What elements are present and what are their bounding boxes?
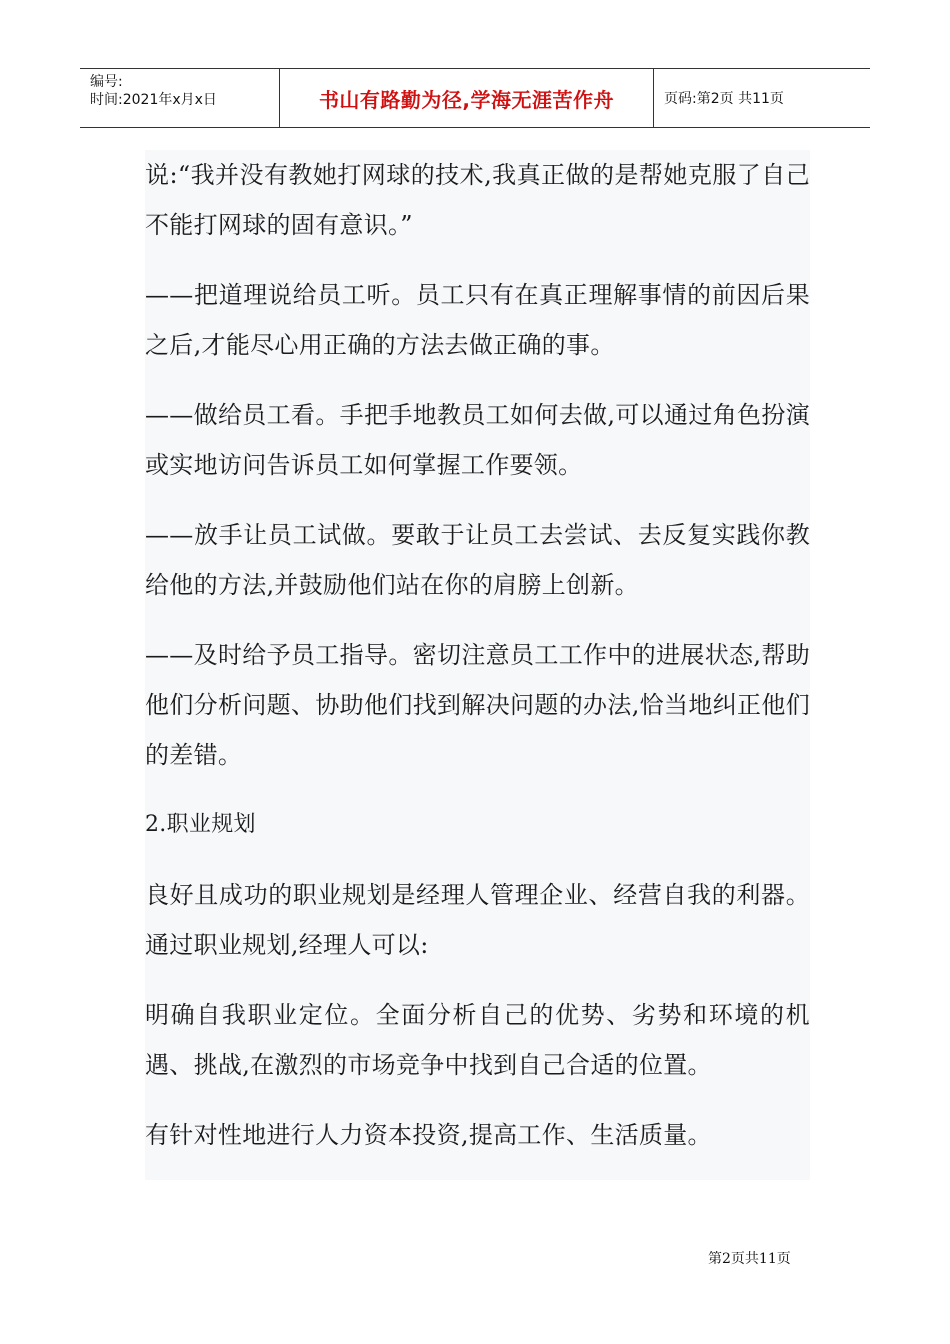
- document-body: [145, 150, 810, 1180]
- page-header: [80, 68, 870, 128]
- paragraph-positioning: 明确自我职业定位。全面分析自己的优势、劣势和环境的机遇、挑战,在激烈的市场竞争中找到自己合适的位置。: [145, 1001, 810, 1079]
- paragraph-quote-end: 说:“我并没有教她打网球的技术,我真正做的是帮她克服了自己不能打网球的固有意识。”: [145, 161, 810, 239]
- paragraph-guidance: ——及时给予员工指导。密切注意员工工作中的进展状态,帮助他们分析问题、协助他们找到解决问题的办法,恰当地纠正他们的差错。: [145, 641, 810, 769]
- paragraph-explain: ——把道理说给员工听。员工只有在真正理解事情的前因后果之后,才能尽心用正确的方法去做正确的事。: [145, 281, 810, 359]
- paragraph-career-intro: 良好且成功的职业规划是经理人管理企业、经营自我的利器。通过职业规划,经理人可以:: [145, 881, 810, 959]
- paragraph-demonstrate: ——做给员工看。手把手地教员工如何去做,可以通过角色扮演或实地访问告诉员工如何掌握工作要领。: [145, 401, 810, 479]
- document-time: 时间:2021年x月x日: [90, 92, 217, 108]
- header-meta: [80, 69, 280, 127]
- header-motto: 书山有路勤为径,学海无涯苦作舟: [280, 69, 654, 127]
- paragraph-investment: 有针对性地进行人力资本投资,提高工作、生活质量。: [145, 1121, 712, 1149]
- page-footer: 第2页共11页: [708, 1251, 791, 1267]
- document-number-label: 编号:: [90, 74, 123, 90]
- section-heading-career-planning: 2.职业规划: [145, 812, 256, 837]
- paragraph-let-try: ——放手让员工试做。要敢于让员工去尝试、去反复实践你教给他的方法,并鼓励他们站在你的肩膀上创新。: [145, 521, 810, 599]
- header-page-info: 页码:第2页 共11页: [664, 91, 784, 107]
